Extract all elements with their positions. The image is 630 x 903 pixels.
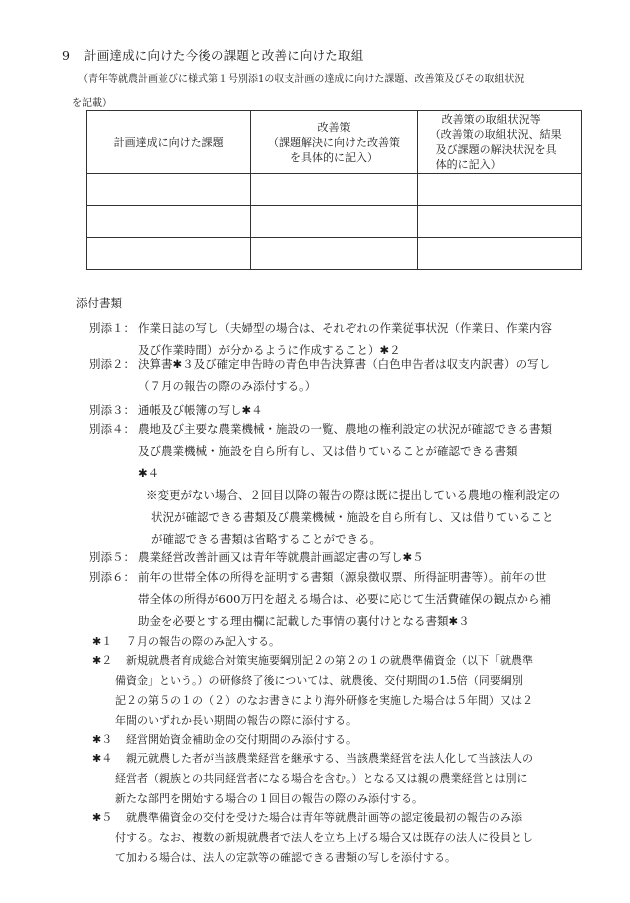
section-number: 9 bbox=[62, 48, 71, 63]
attachment-text: 帯全体の所得が600万円を超える場合は、必要に応じて生活費確保の観点から補 bbox=[138, 592, 551, 606]
section-title: 計画達成に向けた今後の課題と改善に向けた取組 bbox=[84, 48, 364, 63]
table-row bbox=[87, 206, 582, 238]
table-cell[interactable] bbox=[87, 174, 251, 206]
footnote-text: て加わる場合は、法人の定款等の確認できる書類の写しを添付する。 bbox=[115, 851, 456, 864]
section-note-line-2: を記載） bbox=[72, 98, 112, 109]
table-cell[interactable] bbox=[417, 174, 581, 206]
table-header-row bbox=[87, 111, 582, 174]
footnote-mark: ✱５ bbox=[92, 811, 113, 824]
table-cell[interactable] bbox=[87, 238, 251, 270]
attachment-text: 助金を必要とする理由欄に記載した事情の裏付けとなる書類✱３ bbox=[138, 614, 470, 628]
footnote-text: 経営開始資金補助金の交付期間のみ添付する。 bbox=[126, 733, 357, 746]
section-note-line-1: （青年等就農計画並びに様式第１号別添1の収支計画の達成に向けた課題、改善策及びその取組状況 bbox=[78, 74, 525, 85]
attachment-text: ✱４ bbox=[138, 466, 160, 480]
table-cell[interactable] bbox=[87, 206, 251, 238]
header-measures: 改善策 （課題解決に向けた改善策 を具体的に記入） bbox=[251, 111, 417, 174]
attachment-label: 別添５： bbox=[89, 550, 135, 564]
attachment-label: 別添２： bbox=[89, 357, 135, 371]
plan-issues-table bbox=[86, 110, 582, 270]
footnote-text: 備資金」という。）の研修終了後については、就農後、交付期間の1.5倍（同要綱別 bbox=[115, 674, 523, 687]
table-cell[interactable] bbox=[251, 174, 417, 206]
attachment-text: 農業経営改善計画又は青年等就農計画認定書の写し✱５ bbox=[138, 550, 424, 564]
footnote-mark: ✱３ bbox=[92, 733, 113, 746]
footnote-text: 記２の第５の１の（２）のなお書きにより海外研修を実施した場合は５年間）又は２ bbox=[115, 694, 533, 707]
attachment-label: 別添１： bbox=[89, 321, 135, 335]
attachment-text: 農地及び主要な農業機械・施設の一覧、農地の権利設定の状況が確認できる書類 bbox=[138, 422, 552, 436]
table-cell[interactable] bbox=[417, 206, 581, 238]
attachment-label: 別添３： bbox=[89, 403, 135, 417]
attachment-text: 前年の世帯全体の所得を証明する書類（源泉徴収票、所得証明書等）。前年の世 bbox=[138, 570, 547, 584]
footnote-mark: ✱１ bbox=[92, 635, 113, 648]
attachment-text: 及び作業時間）が分かるように作成すること）✱２ bbox=[138, 343, 401, 357]
section-heading bbox=[62, 46, 363, 64]
attachment-text: （７月の報告の際のみ添付する。） bbox=[138, 379, 317, 393]
footnote-text: 経営者（親族との共同経営者になる場合を含む。）となる又は親の農業経営とは別に bbox=[115, 772, 528, 785]
footnote-text: 就農準備資金の交付を受けた場合は青年等就農計画等の認定後最初の報告のみ添 bbox=[126, 811, 522, 824]
attachment-text: 作業日誌の写し（夫婦型の場合は、それぞれの作業従事状況（作業日、作業内容 bbox=[138, 321, 552, 335]
attachment-text: 決算書✱３及び確定申告時の青色申告決算書（白色申告者は収支内訳書）の写し bbox=[138, 357, 551, 371]
footnote-text: 親元就農した者が当該農業経営を継承する、当該農業経営を法人化して当該法人の bbox=[126, 752, 533, 765]
footnote-text: 付する。なお、複数の新規就農者で法人を立ち上げる場合又は既存の法人に役員とし bbox=[115, 831, 533, 844]
table-cell[interactable] bbox=[251, 238, 417, 270]
footnote-mark: ✱４ bbox=[92, 752, 113, 765]
footnote-text: 年間のいずれか長い期間の報告の際に添付する。 bbox=[115, 714, 357, 727]
attachment-text: 通帳及び帳簿の写し✱４ bbox=[138, 403, 263, 417]
table-row bbox=[87, 238, 582, 270]
header-progress: 改善策の取組状況等 （改善策の取組状況、結果 及び課題の解決状況を具 体的に記入） bbox=[417, 111, 581, 174]
attachment-label: 別添４： bbox=[89, 422, 135, 436]
attachment-remark: 状況が確認できる書類及び農業機械・施設を自ら所有し、又は借りていること bbox=[151, 510, 554, 524]
attachment-text: 及び農業機械・施設を自ら所有し、又は借りていることが確認できる書類 bbox=[138, 444, 518, 458]
footnote-text: 新規就農者育成総合対策実施要綱別記２の第２の１の就農準備資金（以下「就農準 bbox=[126, 654, 533, 667]
footnote-text: ７月の報告の際のみ記入する。 bbox=[126, 635, 280, 648]
table-cell[interactable] bbox=[417, 238, 581, 270]
attachment-label: 別添６： bbox=[89, 570, 135, 584]
attachment-remark: ※変更がない場合、２回目以降の報告の際は既に提出している農地の権利設定の bbox=[146, 488, 560, 502]
attachment-remark: が確認できる書類は省略することができる。 bbox=[151, 532, 381, 546]
footnote-mark: ✱２ bbox=[92, 654, 113, 667]
table-row bbox=[87, 174, 582, 206]
header-issues: 計画達成に向けた課題 bbox=[87, 111, 251, 174]
footnote-text: 新たな部門を開始する場合の１回目の報告の際のみ添付する。 bbox=[115, 792, 423, 805]
attachments-title: 添付書類 bbox=[76, 296, 122, 310]
table-cell[interactable] bbox=[251, 206, 417, 238]
